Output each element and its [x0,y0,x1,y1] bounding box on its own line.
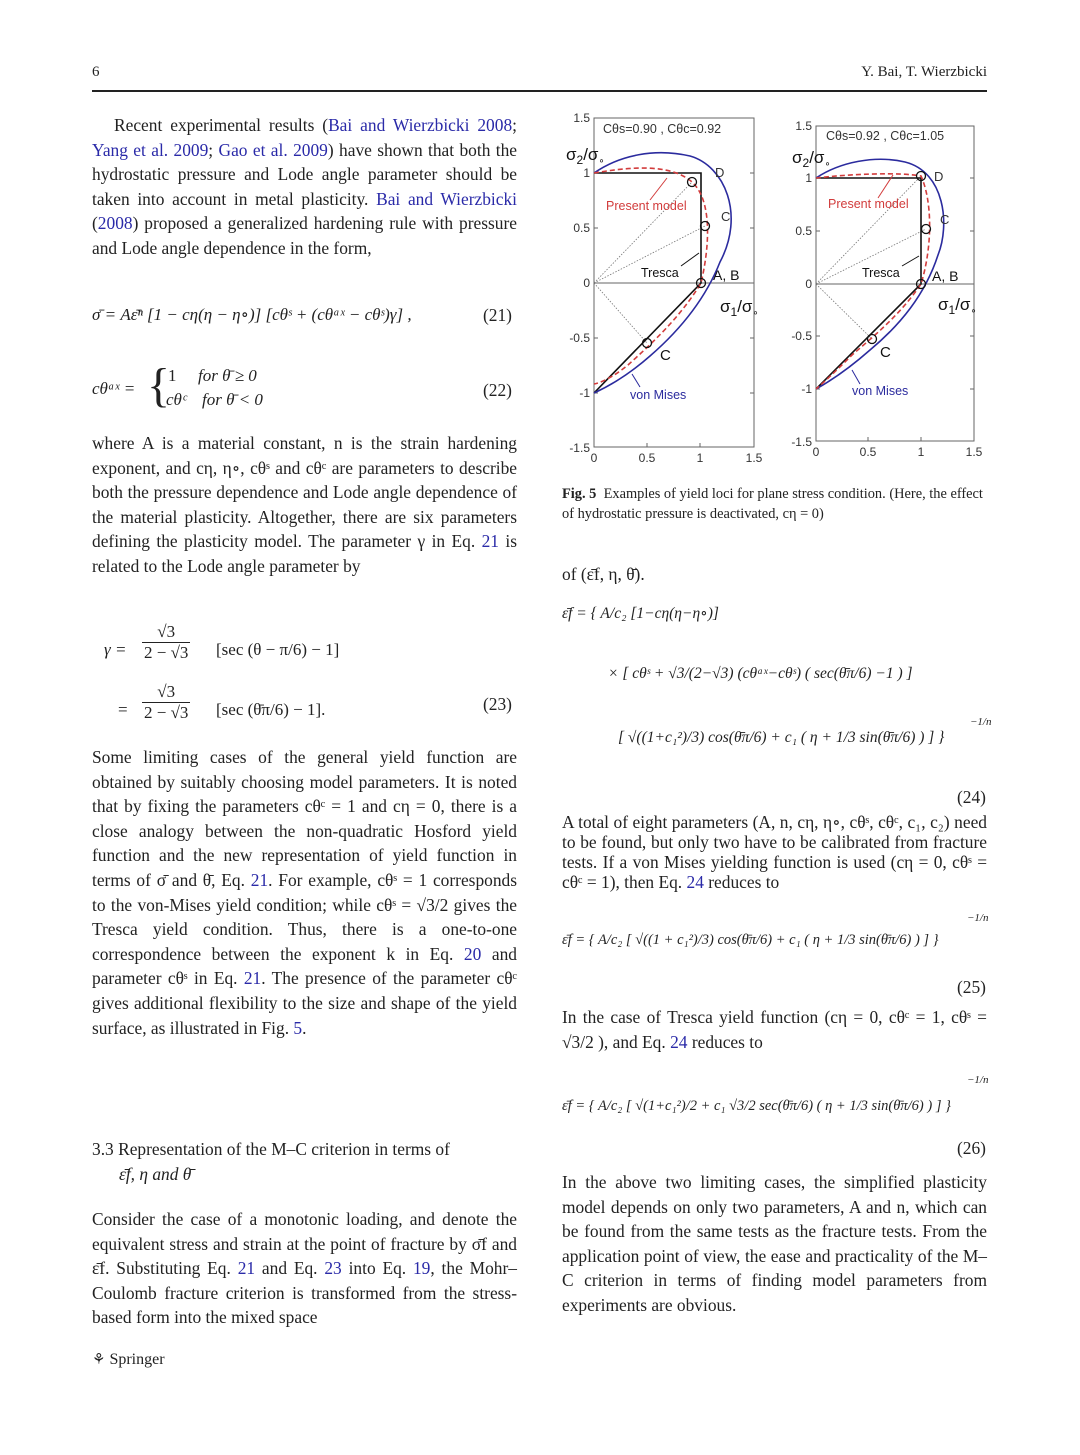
citation-link[interactable]: Bai and Wierzbicki [376,188,517,209]
svg-text:σ1/σ∘: $\sigma_1/\sigma_\circ$ [720,297,759,319]
paragraph-mc-criterion: Consider the case of a monotonic loading, and denote the equivalent stress and strain at the point of fracture by σ̄f and ε̄f. Substituting Eq. 21 and Eq. 23 into Eq. 19, the Mohr–Coulomb fracture criterion is transformed from the stress-based form into the mixed space [92,1209,517,1328]
springer-logo-icon: ⚘ [92,1352,106,1368]
citation-link[interactable]: 2008 [97,213,133,234]
equation-number: (26) [957,1138,986,1158]
svg-text:0.5: 0.5 [573,221,590,235]
equation-number: (25) [957,977,986,997]
paragraph-mixed-space: of (ε̄f, η, θ̄). [562,564,645,584]
citation-link[interactable]: Yang et al. 2009 [92,139,209,160]
svg-text:σ2/σ∘: $\sigma_2/\sigma_\circ$ [792,148,831,170]
svg-text:D: D [715,165,725,180]
equation-ref-link[interactable]: 24 [670,1031,688,1052]
header-rule [92,90,987,92]
svg-text:1.5: 1.5 [795,119,812,133]
svg-text:0: 0 [590,451,598,465]
brace: { [147,359,171,412]
svg-text:1: 1 [696,451,704,465]
plot-1-title: Cθs=0.90 , Cθc=0.92 [603,122,722,136]
svg-text:A, B: A, B [932,268,959,284]
svg-text:1.5: 1.5 [573,111,590,125]
equation-number: (21) [483,305,512,325]
plot-2-title: Cθs=0.92 , Cθc=1.05 [826,129,945,143]
plot-2 [791,119,982,459]
svg-text:von Mises: von Mises [852,384,909,398]
svg-text:Tresca: Tresca [641,266,679,280]
equation-ref-link[interactable]: 19 [412,1258,431,1279]
plot-1 [566,111,763,465]
svg-text:-0.5: -0.5 [791,329,812,343]
equation-ref-link[interactable]: 21 [237,1258,256,1279]
publisher-footer: ⚘ Springer [92,1351,165,1368]
equation-25: ε̄f = { A/c₂ [ √((1 + c₁²)/3) cos(θ̄π/6) + c₁ ( η + 1/3 sin(θ̄π/6) ) ] } −1/n [562,912,989,948]
equation-number: (23) [483,694,512,714]
svg-text:σ1/σ∘: $\sigma_1/\sigma_\circ$ [938,295,977,317]
equation-ref-link[interactable]: 24 [686,872,704,892]
equation-ref-link[interactable]: 20 [463,943,482,964]
figure-ref-link[interactable]: 5 [293,1017,303,1038]
svg-text:Tresca: Tresca [862,266,900,280]
equation-26: ε̄f = { A/c₂ [ √(1+c₁²)/2 + c₁ √3/2 sec(θ̄π/6) ( η + 1/3 sin(θ̄π/6) ) ] } −1/n [562,1074,989,1114]
svg-text:0: 0 [812,445,820,459]
svg-text:0: 0 [805,277,812,291]
svg-text:C: C [880,344,891,361]
svg-text:A, B: A, B [713,267,740,283]
svg-text:D: D [934,169,944,184]
section-heading: 3.3 Representation of the M–C criterion in terms of ε̄f, η and θ̄ [92,1139,450,1184]
paragraph-intro: Recent experimental results (Bai and Wierzbicki 2008; Yang et al. 2009; Gao et al. 2009) have shown that both the hydrostatic pressure and Lode angle parameter should be taken into account in metal plasticity. Bai and Wierzbicki (2008) proposed a generalized hardening rule with pressure and Lode angle dependence in the form, [92,115,518,258]
equation-ref-link[interactable]: 21 [243,968,262,989]
svg-text:-0.5: -0.5 [569,331,590,345]
svg-text:von Mises: von Mises [630,388,687,402]
svg-text:C: C [721,209,731,224]
svg-text:σ2/σ∘: $\sigma_2/\sigma_\circ$ [566,145,605,167]
svg-text:-1: -1 [801,382,812,396]
svg-text:1: 1 [805,171,812,185]
equation-ref-link[interactable]: 23 [324,1258,342,1279]
paragraph-limiting-cases: Some limiting cases of the general yield function are obtained by suitably choosing model parameters. It is noted that by fixing the parameters cθᶜ = 1 and cη = 0, there is a close analogy between the non-quadratic Hosford yield function and the new representation of yield function in terms of σ̄ and θ̄, Eq. 21. For example, cθˢ = 1 corresponds to the von-Mises yield condition; while cθˢ = √3/2 gives the Tresca yield condition. Thus, there is a one-to-one correspondence between the exponent k in Eq. 20 and parameter cθˢ in Eq. 21. The presence of the parameter cθᶜ gives additional flexibility to the size and shape of the yield surface, as illustrated in Fig. 5. [92,747,517,1038]
running-header-authors: Y. Bai, T. Wierzbicki [861,64,987,80]
svg-text:0.5: 0.5 [638,451,656,465]
svg-text:0.5: 0.5 [859,445,877,459]
svg-text:C: C [940,212,950,227]
citation-link[interactable]: Bai and Wierzbicki 2008 [328,115,513,135]
svg-text:-1.5: -1.5 [791,435,812,449]
equation-number: (24) [957,787,986,807]
svg-text:0.5: 0.5 [795,224,812,238]
citation-link[interactable]: Gao et al. 2009 [218,139,328,160]
figure-caption: Fig. 5 Examples of yield loci for plane stress condition. (Here, the effect of hydrostatic pressure is deactivated, cη = 0) [562,486,983,522]
svg-text:1.5: 1.5 [745,451,763,465]
equation-21: σ̄ = Aε̄ⁿ [1 − cη(η − η∘)] [cθˢ + (cθᵃˣ − cθˢ)γ] , [92,305,412,324]
svg-text:Present model: Present model [606,199,687,213]
svg-text:-1: -1 [579,386,590,400]
page-number: 6 [92,64,100,80]
equation-ref-link[interactable]: 21 [481,531,499,552]
svg-text:-1.5: -1.5 [569,441,590,455]
svg-text:0: 0 [583,276,590,290]
paragraph-tresca: In the case of Tresca yield function (cη = 0, cθᶜ = 1, cθˢ = √3/2 ), and Eq. 24 reduces to [562,1007,987,1052]
paragraph-conclusion: In the above two limiting cases, the simplified plasticity model depends on only two parameters, A and n, which can be found from the same tests as the fracture tests. From the application point of view, the ease and practicality of the M–C criterion in terms of finding model parameters from experiments are obvious. [562,1172,987,1315]
paragraph-eight-parameters: A total of eight parameters (A, n, cη, η∘, cθˢ, cθᶜ, c₁, c₂) need to be found, but only two have to be calibrated from fracture tests. If a von Mises yielding function is used (cη = 0, cθˢ = cθᶜ = 1), then Eq. 24 reduces to [562,812,987,892]
svg-text:C: C [660,347,671,364]
svg-text:1.5: 1.5 [965,445,983,459]
paragraph-parameters: where A is a material constant, n is the strain hardening exponent, and cη, η∘, cθˢ and cθᶜ are parameters to describe both the pressure dependence and Lode angle dependence of the material plasticity. Altogether, there are six parameters defining the plasticity model. The parameter γ in Eq. 21 is related to the Lode angle parameter by [92,433,517,576]
svg-text:1: 1 [583,166,590,180]
svg-text:Present model: Present model [828,197,909,211]
yield-loci-figure [555,105,995,477]
svg-text:1: 1 [917,445,925,459]
equation-number: (22) [483,380,512,400]
equation-ref-link[interactable]: 21 [250,869,269,890]
